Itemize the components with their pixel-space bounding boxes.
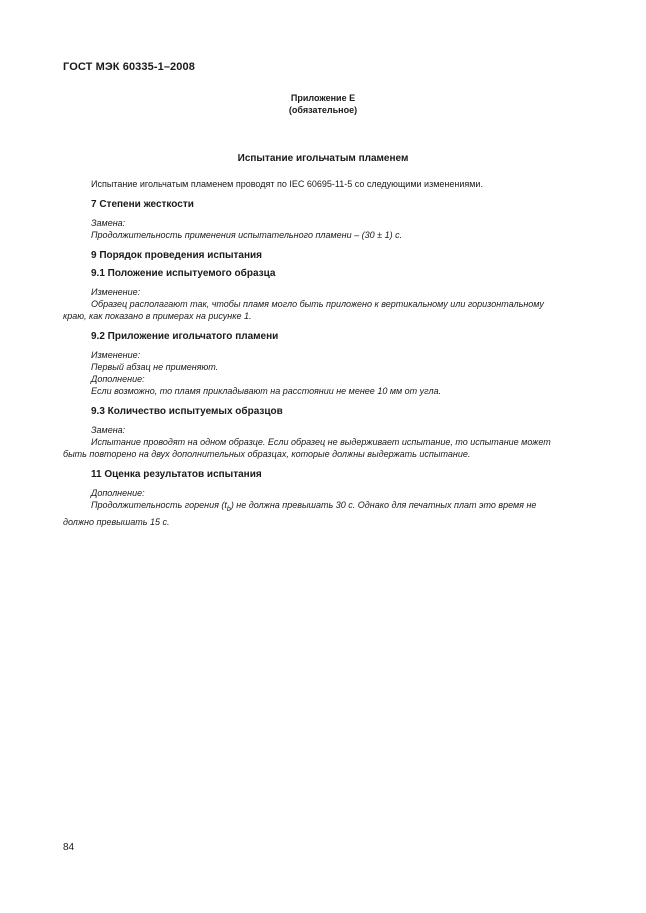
section-7-body <box>91 217 599 241</box>
section-9-2-text2: Если возможно, то пламя прикладывают на расстоянии не менее 10 мм от угла. <box>91 386 442 396</box>
section-heading-9: 9 Порядок проведения испытания <box>91 250 263 261</box>
section-11-text-before: Продолжительность горения (t <box>91 500 227 510</box>
section-11-label: Дополнение: <box>91 488 145 498</box>
section-11-text-line2: должно превышать 15 с. <box>63 516 170 527</box>
annex-heading <box>0 92 646 116</box>
section-9-3-label: Замена: <box>91 425 126 435</box>
section-11-text-after: ) не должна превышать 30 с. Однако для печатных плат это время не <box>230 500 537 510</box>
section-heading-9-1: 9.1 Положение испытуемого образца <box>91 268 276 279</box>
annex-status: (обязательное) <box>288 105 358 115</box>
page-number: 84 <box>63 842 75 853</box>
annex-label: Приложение E <box>290 93 356 103</box>
section-7-text: Продолжительность применения испытательного пламени – (30 ± 1) с. <box>91 230 403 240</box>
burn-time-subscript: b <box>226 505 231 513</box>
section-heading-11: 11 Оценка результатов испытания <box>91 469 262 480</box>
annex-title: Испытание игольчатым пламенем <box>237 153 409 164</box>
section-9-2-body <box>91 349 599 397</box>
section-9-2-label1: Изменение: <box>91 350 141 360</box>
section-11-body <box>63 487 599 528</box>
standard-code-header: ГОСТ МЭК 60335-1–2008 <box>63 61 195 73</box>
section-9-2-label2: Дополнение: <box>91 374 145 384</box>
section-9-3-text-line1: Испытание проводят на одном образце. Если образец не выдерживает испытание, то испытание может <box>91 437 551 447</box>
section-9-1-text-line1: Образец располагают так, чтобы пламя могло быть приложено к вертикальному или горизонтальному <box>91 299 544 309</box>
section-11-text-line1 <box>91 499 599 516</box>
intro-paragraph: Испытание игольчатым пламенем проводят по IEC 60695-11-5 со следующими изменениями. <box>91 179 483 189</box>
section-9-1-label: Изменение: <box>91 287 141 297</box>
section-9-1-text-line2: краю, как показано в примерах на рисунке 1. <box>63 311 252 321</box>
section-heading-9-3: 9.3 Количество испытуемых образцов <box>91 406 283 417</box>
section-heading-9-2: 9.2 Приложение игольчатого пламени <box>91 331 279 342</box>
section-9-2-text1: Первый абзац не применяют. <box>91 362 219 372</box>
section-9-3-text-line2: быть повторено на двух дополнительных образцах, которые должны выдержать испытание. <box>63 449 471 459</box>
section-7-label: Замена: <box>91 218 126 228</box>
section-9-3-body <box>63 424 599 460</box>
section-heading-7: 7 Степени жесткости <box>91 199 194 210</box>
section-9-1-body <box>63 286 599 322</box>
annex-body <box>63 178 599 537</box>
